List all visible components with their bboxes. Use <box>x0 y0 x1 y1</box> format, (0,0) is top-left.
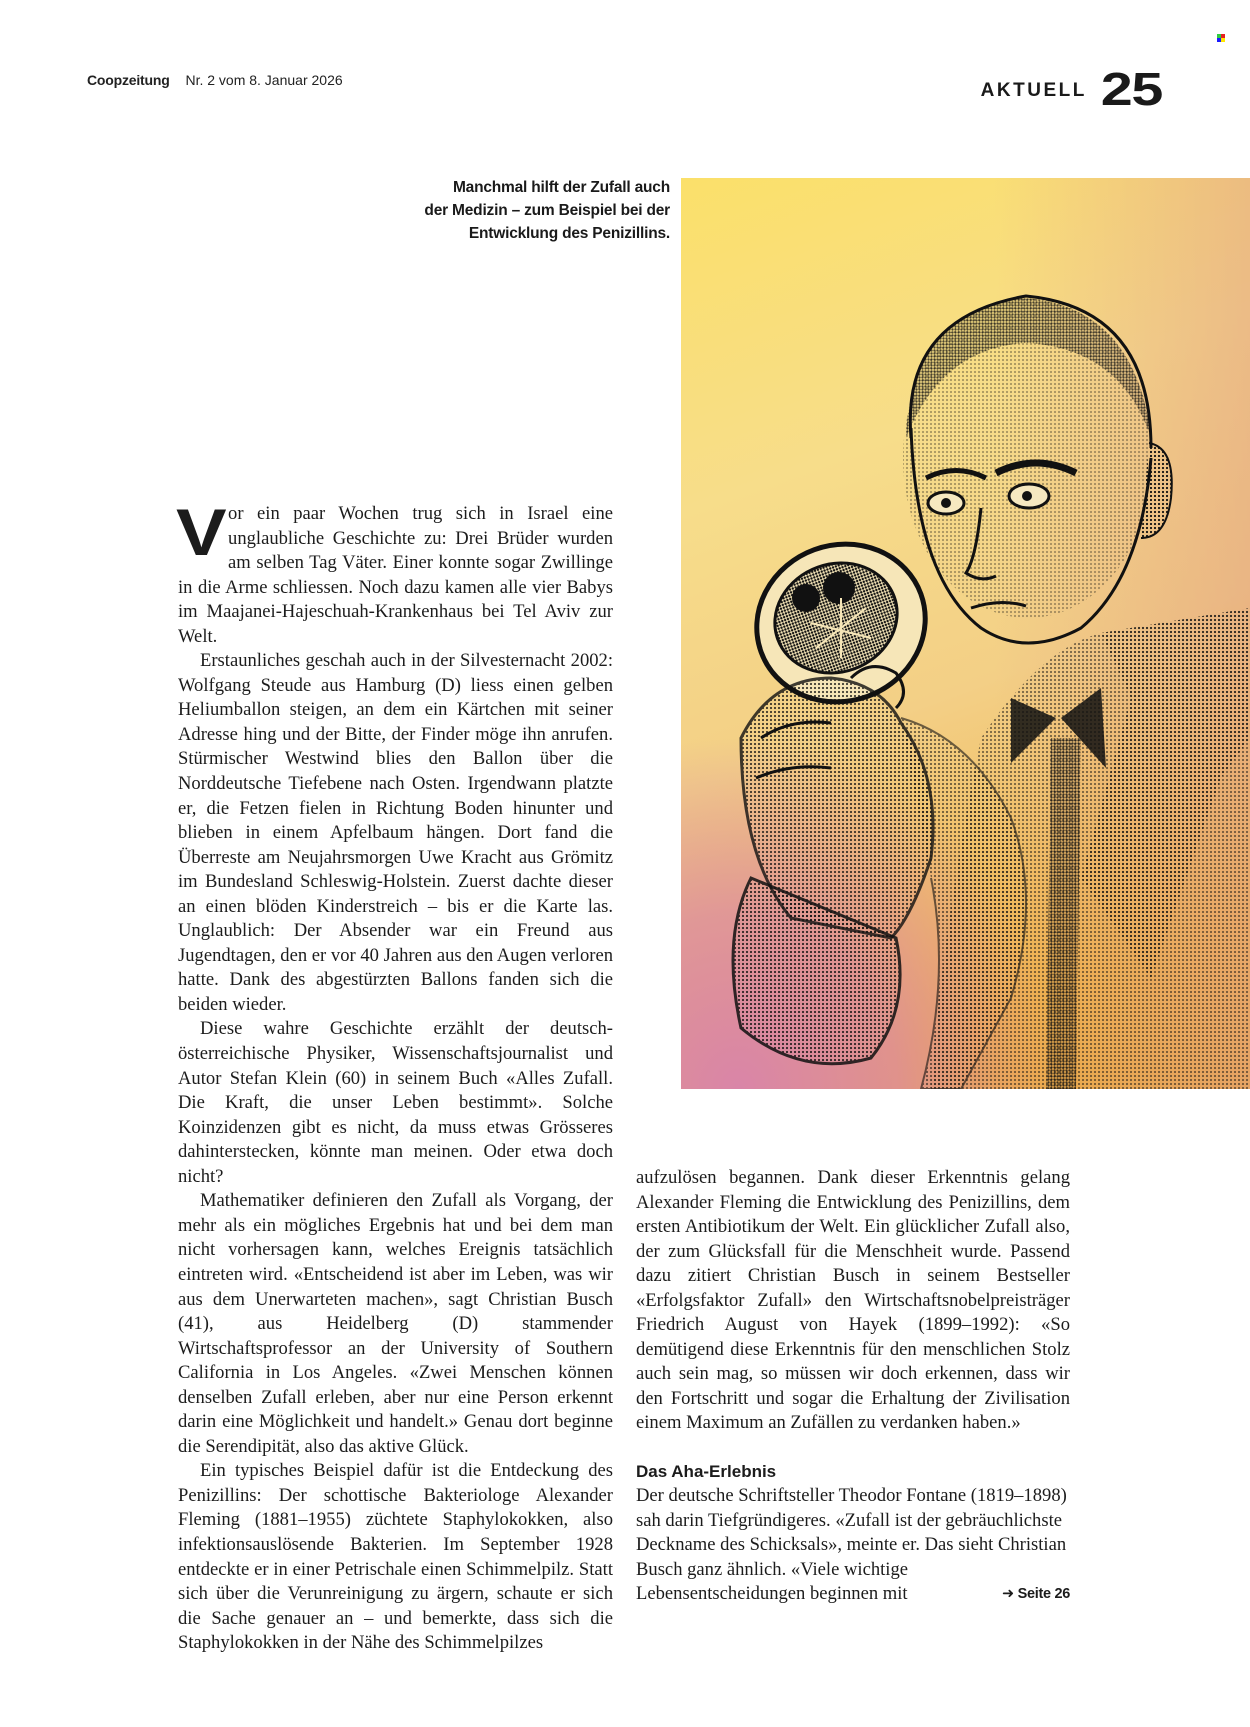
article-column-right <box>636 1166 1070 1607</box>
publication-info <box>87 72 343 88</box>
article-paragraph: Erstaunliches geschah auch in der Silvesternacht 2002: Wolfgang Steude aus Hamburg (D) liess einen gelben Heliumballon steigen, an dem ein Kärtchen mit seiner Adresse hing und der Bitte, der Finder möge ihn anrufen. Stürmischer Westwind blies den Ballon über die Norddeutsche Tiefebene nach Osten. Irgendwann platzte er, die Fetzen fielen in Richtung Boden hinunter und blieben in einem Apfelbaum hängen. Dort fand die Überreste am Neujahrsmorgen Uwe Kracht aus Grömitz im Bundesland Schleswig-Holstein. Zuerst dachte dieser an einen blöden Kinderstreich – bis er die Karte las. Unglaublich: Der Absender war ein Freund aus Jugendtagen, den er vor 40 Jahren aus den Augen verloren hatte. Dank des abgestürzten Ballons fanden sich die beiden wieder. <box>178 650 613 1015</box>
paragraph-text: Der deutsche Schriftsteller Theodor Fontane (1819–1898) sah darin Tiefgründigeres. «Zufall ist der gebräuchlichste Deckname des Schicksals», meinte er. Das sieht Christian Busch ganz ähnlich. «Viele wichtige Lebensentscheidungen beginnen mit <box>636 1485 1067 1605</box>
article-paragraph <box>176 495 613 649</box>
article-paragraph: Diese wahre Geschichte erzählt der deutsch-österreichische Physiker, Wissenschaftsjournalist und Autor Stefan Klein (60) in seinem Buch «Alles Zufall. Die Kraft, die unser Leben bestimmt». Solche Koinzidenzen gibt es nicht, da muss etwas Grösseres dahinterstecken, könnte man meinen. Oder etwa doch nicht? <box>178 1018 613 1187</box>
publication-name: Coopzeitung <box>87 72 170 88</box>
color-registration-mark <box>1217 34 1225 42</box>
article-paragraph: Mathematiker definieren den Zufall als Vorgang, der mehr als ein mögliches Ergebnis hat und bei dem man nicht vorhersagen kann, welches Ereignis tatsächlich eintreten wird. «Entscheidend ist aber im Leben, was wir aus dem Unerwarteten machen», sagt Christian Busch (41), aus Heidelberg (D) stammender Wirtschaftsprofessor an der University of Southern California in Los Angeles. «Zwei Menschen können denselben Zufall erleben, aber nur eine Person erkennt darin eine Möglichkeit und handelt.» Genau dort beginne die Serendipität, also das aktive Glück. <box>178 1190 613 1457</box>
article-paragraph <box>636 1484 1070 1607</box>
fleming-illustration <box>681 178 1250 1089</box>
section-header <box>980 63 1162 115</box>
caption-line: Entwicklung des Penizillins. <box>468 225 670 242</box>
article-paragraph: aufzulösen begannen. Dank dieser Erkenntnis gelang Alexander Fleming die Entwicklung des Penizillins, dem ersten Antibiotikum der Welt. Ein glücklicher Zufall also, der zum Glücksfall für die Menschheit wurde. Passend dazu zitiert Christian Busch in seinem Bestseller «Erfolgsfaktor Zufall» den Wirtschaftsnobelpreisträger Friedrich August von Hayek (1899–1992): «So demütigend diese Erkenntnis für den menschlichen Stolz auch sein mag, so müssen wir doch erkennen, dass wir den Fortschritt und sogar die Erhaltung der Zivilisation einem Maximum an Zufällen zu verdanken haben.» <box>636 1167 1070 1434</box>
paragraph-text: or ein paar Wochen trug sich in Israel eine unglaubliche Geschichte zu: Drei Brüder wurden am selben Tag Väter. Einer konnte sogar Zwillinge in die Arme schliessen. Noch dazu kamen alle vier Babys im Maajanei-Hajeschuah-Krankenhaus bei Tel Aviv zur Welt. <box>178 503 613 647</box>
caption-line: der Medizin – zum Beispiel bei der <box>424 202 670 219</box>
issue-date: Nr. 2 vom 8. Januar 2026 <box>185 72 343 88</box>
section-label: AKTUELL <box>980 80 1087 101</box>
article-column-left <box>176 495 613 1656</box>
continue-on-page-link[interactable]: ➜ Seite 26 <box>1002 1586 1070 1603</box>
fleming-engraving-icon <box>681 178 1250 1089</box>
page-number: 25 <box>1100 63 1162 115</box>
article-paragraph: Ein typisches Beispiel dafür ist die Entdeckung des Penizillins: Der schottische Bakteriologe Alexander Fleming (1881–1955) züchtete Staphylokokken, also infektionsauslösende Bakterien. Im September 1928 entdeckte er in einer Petrischale einen Schimmelpilz. Statt sich über die Verunreinigung zu ärgern, schaute er sich die Sache genauer an – und bemerkte, dass sich die Staphylokokken in der Nähe des Schimmelpilzes <box>178 1460 613 1654</box>
caption-line: Manchmal hilft der Zufall auch <box>452 179 670 196</box>
image-caption <box>380 176 670 245</box>
subheading: Das Aha-Erlebnis <box>636 1462 777 1482</box>
dropcap: V <box>176 495 227 569</box>
